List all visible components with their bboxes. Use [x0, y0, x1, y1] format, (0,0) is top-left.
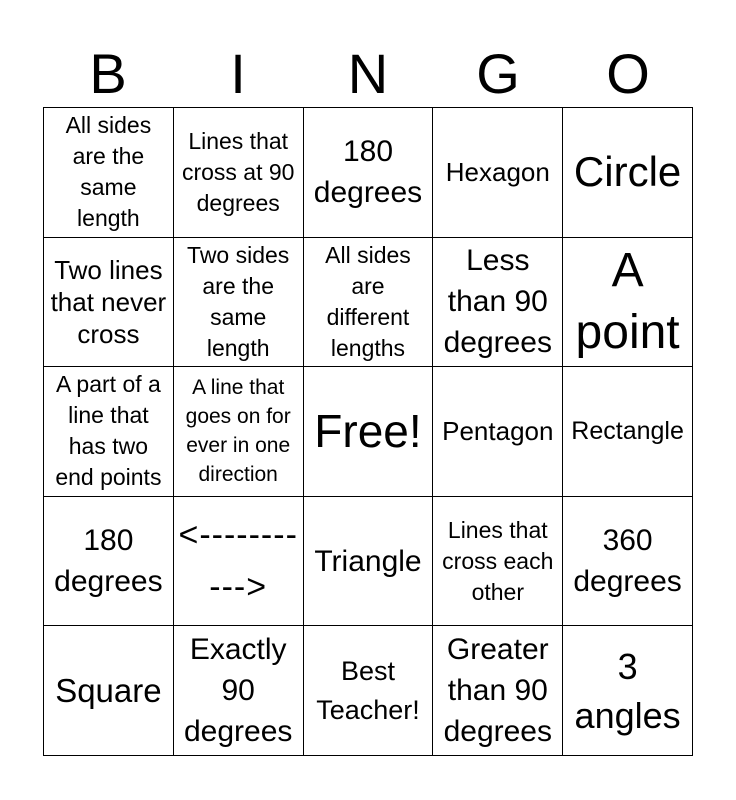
- bingo-cell-r2c1[interactable]: [44, 238, 174, 368]
- bingo-cell-r5c4[interactable]: [433, 626, 563, 756]
- bingo-cell-r2c4[interactable]: [433, 238, 563, 368]
- bingo-cell-r3c2[interactable]: [174, 367, 304, 497]
- bingo-cell-r1c5[interactable]: [563, 108, 693, 238]
- cell-text: Greater than 90 degrees: [443, 633, 552, 749]
- bingo-cell-r4c5[interactable]: [563, 497, 693, 627]
- bingo-board: [43, 107, 693, 756]
- bingo-cell-r3c5[interactable]: [563, 367, 693, 497]
- cell-text: A line that goes on for ever in one direction: [185, 376, 291, 487]
- bingo-cell-r2c5[interactable]: [563, 238, 693, 368]
- header-letter-o: O: [606, 42, 650, 105]
- cell-text: Lines that cross each other: [442, 516, 554, 605]
- cell-text: 360 degrees: [573, 524, 682, 599]
- bingo-cell-r5c2[interactable]: [174, 626, 304, 756]
- cell-text: All sides are different lengths: [325, 241, 411, 361]
- bingo-cell-r4c4[interactable]: [433, 497, 563, 627]
- cell-text: Pentagon: [442, 416, 554, 447]
- cell-text: 180 degrees: [54, 524, 163, 599]
- bingo-cell-r2c2[interactable]: [174, 238, 304, 368]
- cell-text: 3 angles: [574, 645, 681, 736]
- cell-text: Triangle: [314, 544, 422, 578]
- cell-text: Rectangle: [571, 417, 684, 446]
- cell-text: Square: [55, 672, 162, 710]
- cell-text: Free!: [314, 405, 422, 458]
- header-letter-n: N: [347, 42, 389, 105]
- cell-text: Lines that cross at 90 degrees: [181, 127, 295, 216]
- cell-text: All sides are the same length: [65, 112, 152, 232]
- bingo-cell-r1c4[interactable]: [433, 108, 563, 238]
- bingo-cell-r5c1[interactable]: [44, 626, 174, 756]
- bingo-cell-r4c3[interactable]: [304, 497, 434, 627]
- cell-text: Two lines that never cross: [50, 254, 167, 349]
- bingo-cell-r1c2[interactable]: [174, 108, 304, 238]
- cell-text: A point: [575, 243, 680, 359]
- cell-text: Hexagon: [445, 157, 550, 188]
- header-letter-b: B: [89, 42, 127, 105]
- cell-text: Circle: [573, 148, 682, 196]
- cell-text: Exactly 90 degrees: [183, 633, 293, 749]
- bingo-header: [43, 42, 693, 106]
- bingo-cell-r1c3[interactable]: [304, 108, 434, 238]
- bingo-cell-r4c2[interactable]: [174, 497, 304, 627]
- cell-text: Best Teacher!: [316, 655, 420, 725]
- bingo-cell-r3c1[interactable]: [44, 367, 174, 497]
- header-letter-i: I: [230, 42, 246, 105]
- bingo-cell-r5c3[interactable]: [304, 626, 434, 756]
- cell-text: 180 degrees: [313, 135, 423, 210]
- header-letter-g: G: [476, 42, 520, 105]
- bingo-cell-r4c1[interactable]: [44, 497, 174, 627]
- cell-text: Two sides are the same length: [187, 241, 290, 361]
- bingo-cell-r2c3[interactable]: [304, 238, 434, 368]
- bingo-cell-r3c3[interactable]: [304, 367, 434, 497]
- bingo-cell-r3c4[interactable]: [433, 367, 563, 497]
- cell-text: Less than 90 degrees: [443, 244, 552, 360]
- bingo-cell-r1c1[interactable]: [44, 108, 174, 238]
- cell-text: <----------->: [178, 516, 298, 607]
- bingo-cell-r5c5[interactable]: [563, 626, 693, 756]
- cell-text: A part of a line that has two end points: [55, 371, 162, 491]
